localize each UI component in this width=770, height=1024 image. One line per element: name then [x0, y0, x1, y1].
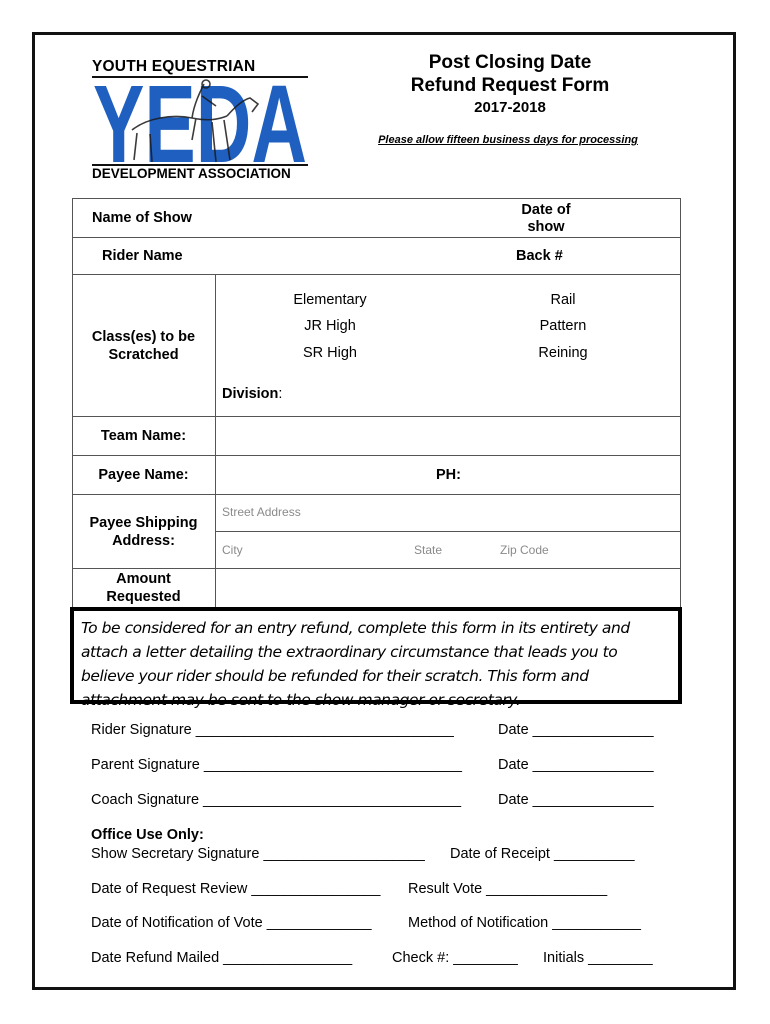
- date-of-receipt-line[interactable]: Date of Receipt __________: [450, 846, 635, 862]
- date-refund-mailed-line[interactable]: Date Refund Mailed ________________: [91, 950, 353, 966]
- rider-date-line[interactable]: Date _______________: [498, 722, 654, 738]
- form-title-line2: Refund Request Form: [410, 75, 610, 96]
- phone-field[interactable]: [470, 459, 675, 491]
- amount-label-line1: Amount: [116, 571, 171, 587]
- zip-code-field[interactable]: Zip Code: [500, 543, 549, 557]
- logo-top-text: YOUTH EQUESTRIAN: [92, 58, 256, 75]
- class-pattern[interactable]: Pattern: [539, 318, 587, 334]
- coach-date-line[interactable]: Date _______________: [498, 792, 654, 808]
- address-split: [215, 531, 681, 532]
- coach-signature-line[interactable]: Coach Signature ________________________________: [91, 792, 462, 808]
- name-of-show-label: Name of Show: [92, 210, 192, 226]
- form-title-line1: Post Closing Date: [428, 52, 592, 73]
- office-use-title: Office Use Only:: [91, 827, 204, 843]
- payee-name-field[interactable]: [220, 459, 430, 491]
- parent-date-line[interactable]: Date _______________: [498, 757, 654, 773]
- amount-label-line2: Requested: [106, 589, 181, 605]
- initials-line[interactable]: Initials ________: [543, 950, 653, 966]
- date-of-notification-line[interactable]: Date of Notification of Vote _____________: [91, 915, 372, 931]
- class-rail[interactable]: Rail: [550, 292, 576, 308]
- processing-note: Please allow fifteen business days for processing: [378, 134, 638, 146]
- rider-signature-line[interactable]: Rider Signature ________________________________: [91, 722, 454, 738]
- back-number-field[interactable]: [580, 241, 676, 271]
- name-of-show-field[interactable]: [200, 202, 490, 234]
- team-name-field[interactable]: [220, 420, 675, 452]
- payee-name-label: Payee Name:: [98, 467, 189, 483]
- back-number-label: Back #: [516, 248, 563, 264]
- division-field[interactable]: [300, 384, 670, 408]
- method-of-notification-line[interactable]: Method of Notification ___________: [408, 915, 641, 931]
- payee-address-label-line2: Address:: [112, 533, 175, 549]
- payee-address-label-line1: Payee Shipping: [89, 515, 198, 531]
- team-divider: [215, 416, 216, 456]
- date-of-request-review-line[interactable]: Date of Request Review ________________: [91, 881, 381, 897]
- phone-label: PH:: [436, 467, 461, 483]
- classes-label-line1: Class(es) to be: [91, 329, 196, 345]
- logo-letters: YEDA: [93, 78, 307, 164]
- check-number-line[interactable]: Check #: ________: [392, 950, 518, 966]
- city-field[interactable]: City: [222, 543, 243, 557]
- amount-field[interactable]: [220, 572, 675, 604]
- amount-divider: [215, 568, 216, 608]
- team-name-label: Team Name:: [100, 428, 187, 444]
- level-sr-high[interactable]: SR High: [303, 345, 357, 361]
- instructions-text: To be considered for an entry refund, complete this form in its entirety and attach a letter detailing the extraordinary circumstance that leads you to believe your rider should be refunded for their scratch. This form and attachment may be sent to the show manager or secretary.: [81, 619, 630, 709]
- result-vote-line[interactable]: Result Vote _______________: [408, 881, 608, 897]
- secretary-signature-line[interactable]: Show Secretary Signature ____________________: [91, 846, 425, 862]
- class-reining[interactable]: Reining: [538, 345, 588, 361]
- logo-bottom-text: DEVELOPMENT ASSOCIATION: [92, 166, 291, 181]
- classes-divider: [215, 274, 216, 417]
- division-line: [222, 386, 282, 402]
- instructions-box: [70, 607, 682, 709]
- form-year: 2017-2018: [474, 99, 546, 116]
- division-label: Division: [222, 386, 279, 402]
- level-jr-high[interactable]: JR High: [304, 318, 356, 334]
- rider-name-field[interactable]: [200, 241, 490, 271]
- yeda-logo: [92, 78, 308, 164]
- date-of-show-label-line1: Date of: [521, 202, 571, 218]
- parent-signature-line[interactable]: Parent Signature ________________________________: [91, 757, 462, 773]
- date-of-show-label-line2: show: [527, 219, 565, 235]
- street-address-field[interactable]: Street Address: [222, 505, 301, 519]
- date-of-show-field[interactable]: [600, 202, 676, 234]
- classes-label-line2: Scratched: [108, 347, 179, 363]
- payee-divider: [215, 455, 216, 495]
- level-elementary[interactable]: Elementary: [293, 292, 367, 308]
- rider-name-label: Rider Name: [102, 248, 183, 264]
- division-colon: :: [278, 386, 283, 402]
- state-field[interactable]: State: [414, 543, 443, 557]
